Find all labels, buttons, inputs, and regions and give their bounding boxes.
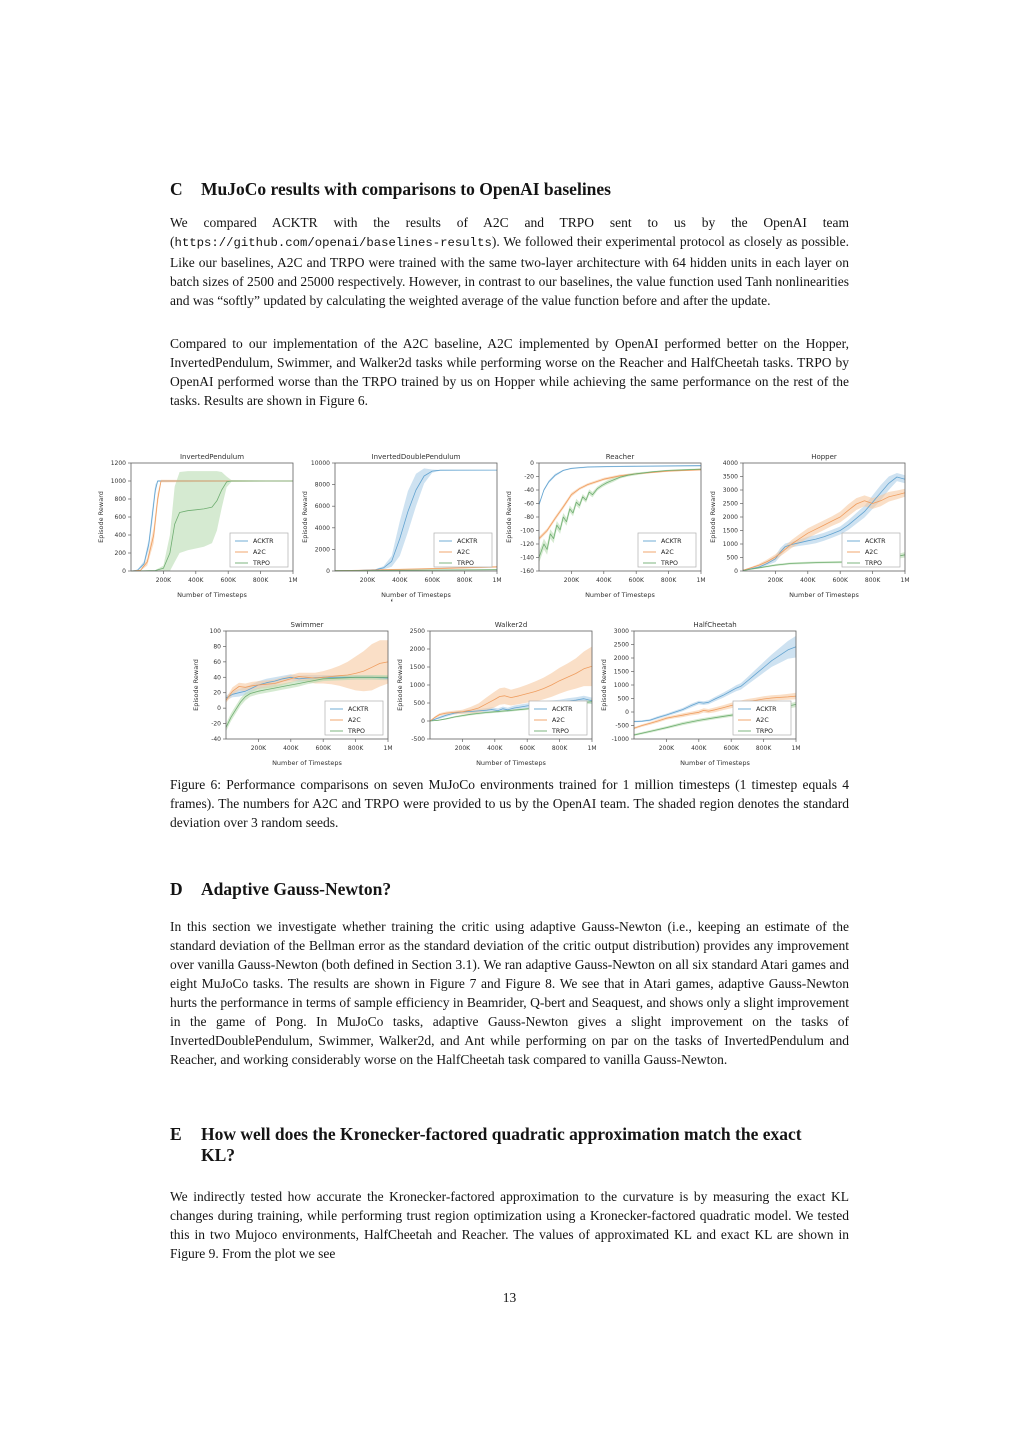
svg-text:200K: 200K — [359, 577, 376, 584]
paragraph-text: We compared ACKTR with the results of A2C and TRPO sent to us by the OpenAI team ( — [170, 215, 849, 249]
svg-text:800K: 800K — [660, 577, 677, 584]
svg-text:400: 400 — [114, 532, 126, 539]
legend-label: TRPO — [756, 728, 773, 736]
svg-text:-1000: -1000 — [611, 736, 629, 743]
svg-text:200K: 200K — [250, 745, 267, 752]
legend-label: ACKTR — [253, 538, 274, 546]
section-c-heading — [170, 179, 870, 199]
legend-label: A2C — [865, 549, 878, 557]
svg-text:-20: -20 — [211, 720, 221, 728]
svg-text:-500: -500 — [411, 736, 425, 743]
svg-text:1M: 1M — [587, 745, 597, 752]
svg-text:1000: 1000 — [722, 541, 738, 548]
legend-label: TRPO — [552, 728, 569, 736]
svg-text:1500: 1500 — [722, 527, 738, 535]
plot-title: HalfCheetah — [693, 621, 737, 629]
plot-InvertedDoublePendulum — [299, 450, 503, 602]
svg-text:600K: 600K — [519, 745, 535, 752]
svg-text:500: 500 — [413, 700, 425, 707]
section-e-heading — [170, 1124, 850, 1166]
y-axis-label: Episode Reward — [505, 491, 513, 543]
svg-text:200K: 200K — [563, 577, 580, 584]
svg-text:800K: 800K — [456, 577, 473, 584]
section-c-letter: C — [170, 179, 183, 199]
page-number: 13 — [502, 1290, 517, 1305]
svg-text:2000: 2000 — [722, 514, 738, 521]
svg-text:1M: 1M — [900, 577, 910, 584]
x-axis-label: Number of Timesteps — [381, 591, 451, 599]
legend-label: ACKTR — [348, 706, 369, 714]
plot-title: InvertedDoublePendulum — [371, 453, 461, 461]
svg-text:0: 0 — [421, 718, 425, 725]
legend-label: TRPO — [661, 560, 678, 568]
svg-text:500: 500 — [726, 554, 738, 562]
section-c-paragraph-1 — [170, 213, 849, 310]
plot-title: Swimmer — [290, 621, 324, 629]
svg-text:0: 0 — [326, 568, 330, 575]
svg-text:1M: 1M — [288, 577, 298, 584]
y-axis-label: Episode Reward — [709, 491, 717, 543]
svg-text:400K: 400K — [691, 745, 707, 752]
svg-text:2000: 2000 — [409, 646, 425, 653]
x-axis-label: Number of Timesteps — [680, 759, 750, 767]
svg-text:400K: 400K — [487, 745, 503, 752]
plot-Walker2d — [394, 618, 598, 770]
svg-text:80: 80 — [213, 643, 221, 651]
legend-label: TRPO — [348, 728, 365, 736]
svg-text:-80: -80 — [524, 514, 534, 521]
svg-text:60: 60 — [213, 658, 221, 666]
svg-text:40: 40 — [213, 674, 221, 682]
plot-InvertedPendulum — [95, 450, 299, 602]
svg-text:600K: 600K — [220, 577, 236, 584]
figure6-caption: Figure 6: Performance comparisons on seven MuJoCo environments trained for 1 million timesteps (1 timestep equals 4 frames). The numbers for A2C and TRPO were provided to us by the OpenAI team. The shaded region denotes the standard deviation over 3 random seeds. — [170, 777, 849, 830]
svg-text:200K: 200K — [454, 745, 471, 752]
legend-label: A2C — [348, 717, 361, 725]
svg-text:6000: 6000 — [314, 503, 330, 511]
figure6-bottom-row — [190, 618, 802, 770]
svg-text:2000: 2000 — [314, 546, 330, 554]
svg-text:3000: 3000 — [722, 487, 738, 494]
svg-text:600: 600 — [114, 514, 126, 521]
y-axis-label: Episode Reward — [600, 659, 608, 711]
svg-text:1500: 1500 — [409, 664, 425, 671]
legend-label: ACKTR — [865, 538, 886, 546]
svg-text:600K: 600K — [832, 577, 848, 584]
svg-text:800K: 800K — [755, 745, 772, 752]
svg-text:600K: 600K — [315, 745, 331, 752]
svg-text:20: 20 — [213, 689, 221, 697]
y-axis-label: Episode Reward — [97, 491, 105, 543]
plot-title: Reacher — [605, 453, 635, 461]
section-c-title: MuJoCo results with comparisons to OpenAI baselines — [201, 179, 611, 199]
svg-text:1000: 1000 — [409, 682, 425, 689]
svg-text:0: 0 — [122, 568, 126, 575]
svg-text:1M: 1M — [383, 745, 393, 752]
plot-Swimmer — [190, 618, 394, 770]
plot-Reacher — [503, 450, 707, 602]
plot-title: Walker2d — [494, 621, 528, 629]
svg-text:600K: 600K — [424, 577, 440, 584]
legend-label: A2C — [552, 717, 565, 725]
paragraph-text: ). We followed their experimental protocol as closely as possible. Like our baselines, A2C and TRPO were trained with the same two-layer architecture with 64 hidden units in each layer on batch sizes of 2500 and 25000 respectively. However, in contrast to our baselines, the value function used Tanh nonlinearities and was “softly” updated by calculating the weighted average of the value function before and after the update. — [170, 234, 849, 308]
x-axis-label: Number of Timesteps — [272, 759, 342, 767]
x-axis-label: Number of Timesteps — [585, 591, 655, 599]
stray-mark: ‘ — [390, 597, 394, 609]
section-d-paragraph: In this section we investigate whether training the critic using adaptive Gauss-Newton (i.e., keeping an estimate of the standard deviation of the Bellman error as the standard deviation of the critic output distribution) provides any improvement over vanilla Gauss-Newton (both defined in Section 3.1). We ran adaptive Gauss-Newton on all six standard Atari games and eight MuJoCo tasks. The results are shown in Figure 7 and Figure 8. We see that in Atari games, adaptive Gauss-Newton hurts the performance in terms of sample efficiency in Beamrider, Q-bert and Seaquest, and shows only a slight improvement in the game of Pong. In MuJoCo tasks, adaptive Gauss-Newton gives a slight improvement on the tasks of InvertedDoublePendulum, Swimmer, Walker2d, and Ant while performing on par on the tasks of InvertedPendulum and Reacher, and working considerably worse on the HalfCheetah task compared to vanilla Gauss-Newton. — [170, 919, 849, 1067]
svg-text:8000: 8000 — [314, 481, 330, 489]
svg-text:400K: 400K — [800, 577, 816, 584]
legend-label: ACKTR — [552, 706, 573, 714]
plot-title: Hopper — [811, 453, 837, 461]
baselines-url-scheme[interactable]: https:// — [174, 236, 234, 250]
svg-text:800K: 800K — [252, 577, 269, 584]
svg-text:400K: 400K — [188, 577, 204, 584]
svg-text:600K: 600K — [723, 745, 739, 752]
legend-label: TRPO — [865, 560, 882, 568]
figure6-top-row — [95, 450, 911, 602]
svg-text:-500: -500 — [615, 722, 629, 730]
svg-text:400K: 400K — [283, 745, 299, 752]
legend-label: A2C — [253, 549, 266, 557]
svg-text:200K: 200K — [155, 577, 172, 584]
svg-text:0: 0 — [734, 568, 738, 575]
plot-Hopper — [707, 450, 911, 602]
svg-text:1M: 1M — [696, 577, 706, 584]
legend-label: ACKTR — [661, 538, 682, 546]
legend-label: TRPO — [253, 560, 270, 568]
x-axis-label: Number of Timesteps — [177, 591, 247, 599]
svg-text:4000: 4000 — [314, 524, 330, 532]
svg-text:4000: 4000 — [722, 460, 738, 467]
svg-text:2500: 2500 — [409, 628, 425, 635]
svg-text:200: 200 — [114, 550, 126, 557]
plot-title: InvertedPendulum — [179, 453, 245, 461]
svg-text:800K: 800K — [864, 577, 881, 584]
section-d-letter: D — [170, 879, 183, 899]
svg-text:800K: 800K — [551, 745, 568, 752]
legend-label: ACKTR — [756, 706, 777, 714]
svg-text:-40: -40 — [211, 736, 221, 743]
x-axis-label: Number of Timesteps — [789, 591, 859, 599]
baselines-url-path[interactable]: github.com/openai/baselines-results — [233, 236, 492, 250]
svg-text:10000: 10000 — [310, 460, 330, 467]
svg-text:-100: -100 — [520, 527, 534, 535]
svg-text:1000: 1000 — [613, 682, 629, 689]
svg-text:200K: 200K — [658, 745, 675, 752]
svg-text:1200: 1200 — [110, 460, 126, 467]
svg-text:3000: 3000 — [613, 628, 629, 635]
svg-text:1500: 1500 — [613, 668, 629, 676]
legend-label: TRPO — [457, 560, 474, 568]
y-axis-label: Episode Reward — [301, 491, 309, 543]
svg-text:1000: 1000 — [110, 478, 126, 485]
svg-text:-120: -120 — [520, 541, 534, 548]
svg-text:800K: 800K — [347, 745, 364, 752]
svg-text:2500: 2500 — [722, 500, 738, 508]
svg-text:0: 0 — [217, 705, 221, 713]
svg-text:1M: 1M — [492, 577, 502, 584]
legend-label: A2C — [661, 549, 674, 557]
legend-label: A2C — [756, 717, 769, 725]
svg-text:0: 0 — [530, 460, 534, 467]
svg-text:3500: 3500 — [722, 473, 738, 481]
svg-text:2000: 2000 — [613, 655, 629, 662]
svg-text:500: 500 — [617, 695, 629, 703]
svg-text:2500: 2500 — [613, 641, 629, 649]
svg-text:-20: -20 — [524, 473, 534, 481]
x-axis-label: Number of Timesteps — [476, 759, 546, 767]
svg-text:-60: -60 — [524, 500, 534, 508]
section-e-paragraph: We indirectly tested how accurate the Kronecker-factored approximation to the curvature is by measuring the exact KL changes during training, while performing trust region optimization using a Kronecker-factored quadratic model. We tested this in two Mujoco environments, HalfCheetah and Reacher. The values of approximated KL and exact KL are shown in Figure 9. From the plot we see — [170, 1189, 849, 1261]
section-e-title: How well does the Kronecker-factored quadratic approximation match the exact KL? — [201, 1124, 802, 1165]
svg-text:-40: -40 — [524, 487, 534, 494]
svg-text:200K: 200K — [767, 577, 784, 584]
section-c-paragraph-2: Compared to our implementation of the A2C baseline, A2C implemented by OpenAI performed better on the Hopper, InvertedPendulum, Swimmer, and Walker2d tasks while performing worse on the Reacher and HalfCheetah tasks. TRPO by OpenAI performed worse than the TRPO trained by us on Hopper while achieving the same performance on the rest of the tasks. Results are shown in Figure 6. — [170, 336, 849, 408]
svg-text:1M: 1M — [791, 745, 801, 752]
plot-HalfCheetah — [598, 618, 802, 770]
legend-label: ACKTR — [457, 538, 478, 546]
section-d-heading — [170, 879, 870, 899]
svg-text:-140: -140 — [520, 554, 534, 562]
svg-text:600K: 600K — [628, 577, 644, 584]
svg-text:-160: -160 — [520, 568, 534, 575]
svg-text:400K: 400K — [392, 577, 408, 584]
svg-text:0: 0 — [625, 709, 629, 716]
section-d-title: Adaptive Gauss-Newton? — [201, 879, 392, 899]
svg-text:800: 800 — [114, 496, 126, 503]
svg-text:400K: 400K — [596, 577, 612, 584]
y-axis-label: Episode Reward — [396, 659, 404, 711]
y-axis-label: Episode Reward — [192, 659, 200, 711]
svg-text:100: 100 — [209, 628, 221, 635]
section-e-letter: E — [170, 1124, 182, 1144]
legend-label: A2C — [457, 549, 470, 557]
